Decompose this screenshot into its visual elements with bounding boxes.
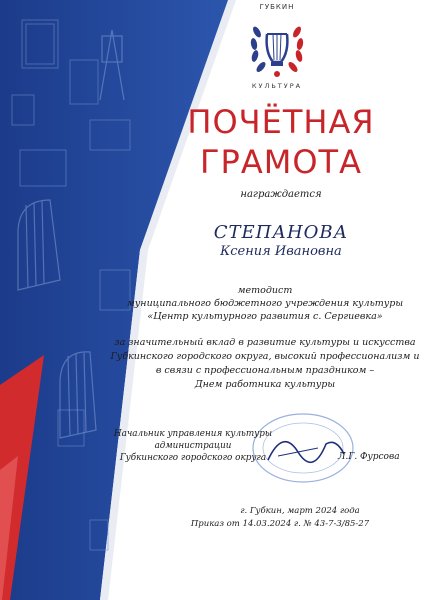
place-date: г. Губкин, март 2024 года (240, 506, 360, 516)
merit-line: Губкинского городского округа, высокий профессионализм и (110, 351, 420, 362)
organization-line1: муниципального бюджетного учреждения культуры (126, 298, 404, 309)
organization-line2: «Центр культурного развития с. Сергиевка» (147, 311, 383, 322)
signatory-name: Л.Г. Фурсова (338, 452, 400, 462)
merit-line: Днем работника культуры (194, 379, 336, 390)
logo (232, 2, 322, 94)
order-reference: Приказ от 14.03.2024 г. № 43-7-3/85-27 (190, 519, 370, 529)
logo-top-text: ГУБКИН (259, 3, 295, 11)
signature (268, 442, 344, 463)
recipient-given-names: Ксения Ивановна (220, 244, 342, 259)
logo-bottom-text: КУЛЬТУРА (251, 82, 303, 90)
awarded-label: награждается (240, 189, 322, 200)
certificate-title-line1: ПОЧЁТНАЯ (187, 103, 375, 141)
recipient-surname: СТЕПАНОВА (213, 222, 349, 243)
lyre-wreath-icon (247, 12, 307, 84)
merit-line: в связи с профессиональным праздником – (155, 365, 375, 376)
certificate-title-line2: ГРАМОТА (200, 143, 362, 181)
merit-line: за значительный вклад в развитие культуры и искусства (114, 337, 416, 348)
signatory-title-line: Губкинского городского округа (119, 453, 267, 463)
signatory-title-line: Начальник управления культуры (113, 429, 273, 439)
signatory-title-line: администрации (154, 441, 232, 451)
recipient-position: методист (237, 285, 293, 296)
